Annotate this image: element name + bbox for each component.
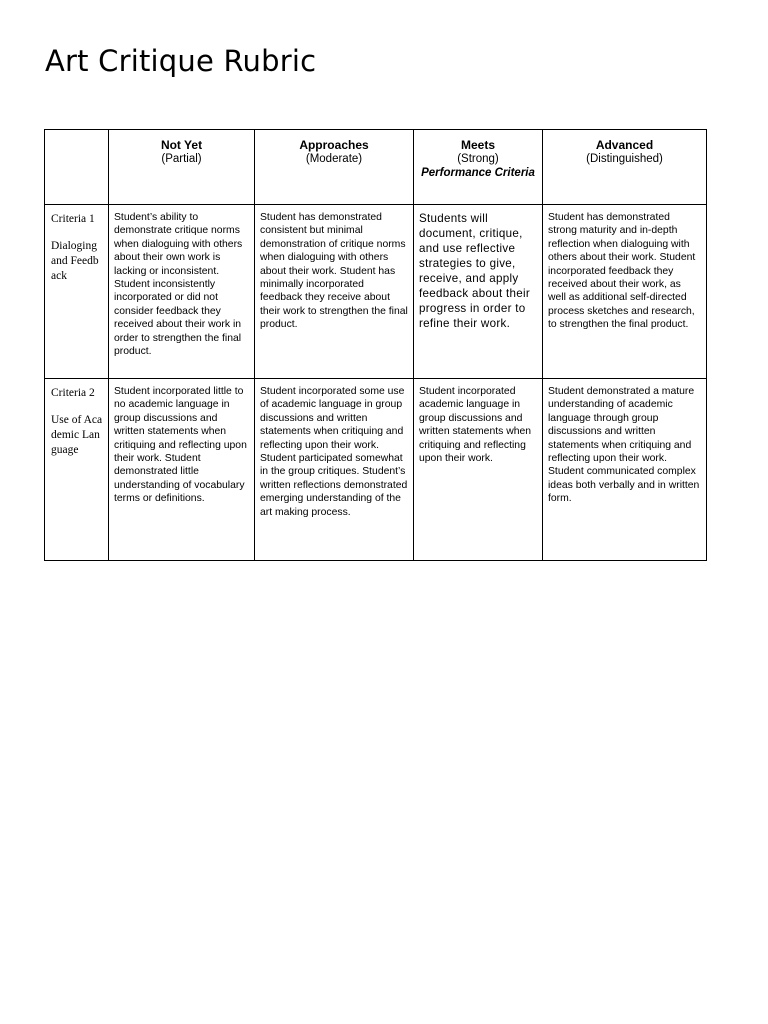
level-subtitle: (Partial) [161, 153, 202, 165]
criteria-description: Use of Academic Language [51, 414, 103, 456]
level-header-not-yet [109, 130, 255, 205]
corner-cell [45, 130, 109, 205]
rubric-cell-not-yet: Student’s ability to demonstrate critique norms when dialoguing with others about their own work is lacking or inconsistent. Student inconsistently incorporated or did not consider feedback they received about their work in order to strengthen the final product. [109, 205, 255, 379]
rubric-cell-advanced: Student demonstrated a mature understanding of academic language through group discussions and written statements when critiquing and reflecting upon their work. Student communicated complex ideas both verbally and in written form. [543, 379, 707, 561]
rubric-table [44, 129, 707, 561]
level-subtitle: (Distinguished) [586, 153, 663, 165]
performance-criteria-label: Performance Criteria [421, 167, 535, 179]
level-subtitle: (Strong) [457, 153, 499, 165]
rubric-row-academic-language [45, 379, 707, 561]
criteria-cell [45, 205, 109, 379]
rubric-cell-meets: Student incorporated academic language in group discussions and written statements when critiquing and reflecting upon their work. [414, 379, 543, 561]
level-name: Not Yet [160, 138, 203, 152]
criteria-name: Criteria 1 [51, 213, 95, 225]
page-title: Art Critique Rubric [45, 44, 317, 78]
rubric-cell-not-yet: Student incorporated little to no academic language in group discussions and written statements when critiquing and reflecting upon their work. Student demonstrated little understanding of vocabulary terms or definitions. [109, 379, 255, 561]
level-header-meets [414, 130, 543, 205]
level-name: Approaches [299, 138, 369, 152]
level-header-approaches [255, 130, 414, 205]
rubric-cell-meets: Students will document, critique, and use reflective strategies to give, receive, and apply feedback about their progress in order to refine their work. [414, 205, 543, 379]
level-name: Meets [460, 138, 495, 152]
rubric-row-dialoging [45, 205, 707, 379]
rubric-cell-approaches: Student incorporated some use of academic language in group discussions and written statements when critiquing and reflecting upon their work. Student participated somewhat in the group critiques. Student’s written reflections demonstrated emerging understanding of the art making process. [255, 379, 414, 561]
criteria-cell [45, 379, 109, 561]
criteria-name: Criteria 2 [51, 387, 95, 399]
rubric-cell-approaches: Student has demonstrated consistent but minimal demonstration of critique norms when dialoguing with others about their work. Student has minimally incorporated feedback they receive about their work to strengthen the final product. [255, 205, 414, 379]
header-row [45, 130, 707, 205]
rubric-cell-advanced: Student has demonstrated strong maturity and in-depth reflection when dialoguing with others about their work. Student incorporated feedback they received about their work, as well as additional self-directed process sketches and research, to strengthen the final product. [543, 205, 707, 379]
level-name: Advanced [595, 138, 654, 152]
criteria-description: Dialoging and Feedback [51, 240, 99, 282]
level-subtitle: (Moderate) [305, 153, 363, 165]
level-header-advanced [543, 130, 707, 205]
